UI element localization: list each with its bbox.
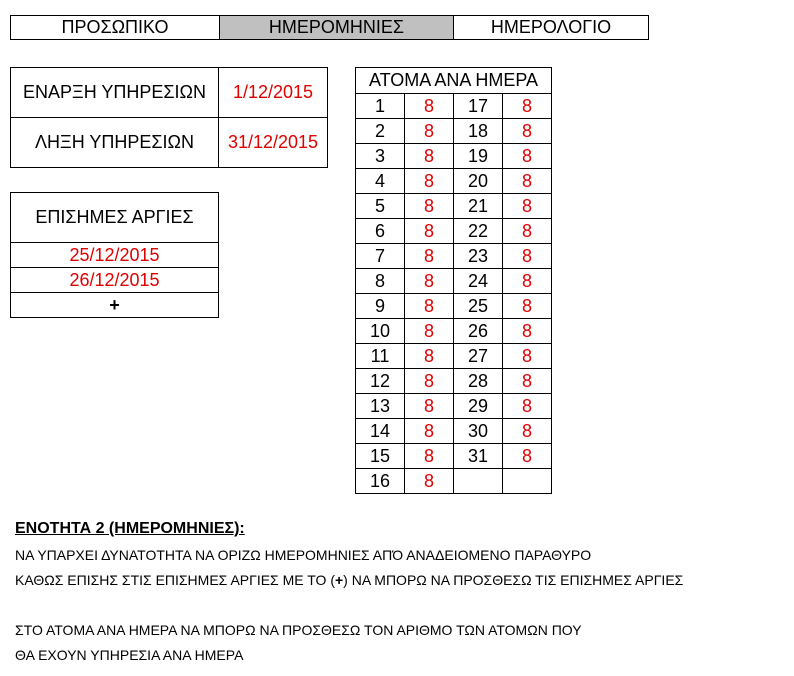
day-people-count[interactable]: 8 bbox=[405, 144, 454, 169]
day-number: 26 bbox=[454, 319, 503, 344]
day-people-count[interactable]: 8 bbox=[405, 94, 454, 119]
day-people-count[interactable]: 8 bbox=[503, 294, 552, 319]
service-end-date[interactable]: 31/12/2015 bbox=[219, 118, 328, 168]
day-number: 12 bbox=[356, 369, 405, 394]
empty-cell bbox=[454, 469, 503, 494]
day-people-count[interactable]: 8 bbox=[405, 394, 454, 419]
day-people-count[interactable]: 8 bbox=[503, 119, 552, 144]
service-start-row bbox=[11, 68, 328, 118]
service-end-label: ΛΗΞΗ ΥΠΗΡΕΣΙΩΝ bbox=[11, 118, 219, 168]
people-per-day-header: ΑΤΟΜΑ ΑΝΑ ΗΜΕΡΑ bbox=[356, 68, 552, 94]
day-row bbox=[356, 394, 552, 419]
day-people-count[interactable]: 8 bbox=[503, 169, 552, 194]
day-number: 14 bbox=[356, 419, 405, 444]
day-people-count[interactable]: 8 bbox=[405, 244, 454, 269]
day-number: 1 bbox=[356, 94, 405, 119]
day-row bbox=[356, 469, 552, 494]
day-row bbox=[356, 169, 552, 194]
tab-prosopiko[interactable]: ΠΡΟΣΩΠΙΚΟ bbox=[10, 15, 220, 40]
day-row bbox=[356, 244, 552, 269]
day-people-count[interactable]: 8 bbox=[503, 444, 552, 469]
people-per-day-table bbox=[355, 67, 552, 494]
day-number: 21 bbox=[454, 194, 503, 219]
day-people-count[interactable]: 8 bbox=[503, 394, 552, 419]
day-number: 27 bbox=[454, 344, 503, 369]
day-people-count[interactable]: 8 bbox=[405, 169, 454, 194]
day-number: 6 bbox=[356, 219, 405, 244]
service-end-row bbox=[11, 118, 328, 168]
requirements-notes bbox=[15, 520, 683, 668]
notes-plus-symbol: + bbox=[334, 572, 344, 588]
day-number: 3 bbox=[356, 144, 405, 169]
day-people-count[interactable]: 8 bbox=[405, 294, 454, 319]
day-people-count[interactable]: 8 bbox=[503, 319, 552, 344]
day-row bbox=[356, 444, 552, 469]
day-people-count[interactable]: 8 bbox=[503, 94, 552, 119]
day-row bbox=[356, 419, 552, 444]
day-row bbox=[356, 119, 552, 144]
service-start-label: ΕΝΑΡΞΗ ΥΠΗΡΕΣΙΩΝ bbox=[11, 68, 219, 118]
day-number: 7 bbox=[356, 244, 405, 269]
day-people-count[interactable]: 8 bbox=[503, 344, 552, 369]
tab-bar bbox=[10, 15, 649, 40]
day-number: 11 bbox=[356, 344, 405, 369]
day-row bbox=[356, 319, 552, 344]
day-people-count[interactable]: 8 bbox=[405, 269, 454, 294]
day-number: 28 bbox=[454, 369, 503, 394]
notes-line-3: ΣΤΟ ΑΤΟΜΑ ΑΝΑ ΗΜΕΡΑ ΝΑ ΜΠΟΡΩ ΝΑ ΠΡΟΣΘΕΣΩ ΤΟΝ ΑΡΙΘΜΟ ΤΩΝ ΑΤΟΜΩΝ ΠΟΥ bbox=[15, 622, 582, 638]
day-people-count[interactable]: 8 bbox=[503, 369, 552, 394]
day-number: 29 bbox=[454, 394, 503, 419]
day-people-count[interactable]: 8 bbox=[405, 369, 454, 394]
day-row bbox=[356, 94, 552, 119]
day-row bbox=[356, 144, 552, 169]
service-dates-table bbox=[10, 67, 328, 168]
day-number: 20 bbox=[454, 169, 503, 194]
day-number: 25 bbox=[454, 294, 503, 319]
notes-line-2-end: ) ΝΑ ΜΠΟΡΩ ΝΑ ΠΡΟΣΘΕΣΩ ΤΙΣ ΕΠΙΣΗΜΕΣ ΑΡΓΙΕΣ bbox=[343, 572, 684, 588]
day-number: 30 bbox=[454, 419, 503, 444]
notes-line-2 bbox=[15, 568, 683, 593]
day-people-count[interactable]: 8 bbox=[405, 469, 454, 494]
day-number: 5 bbox=[356, 194, 405, 219]
day-number: 4 bbox=[356, 169, 405, 194]
day-people-count[interactable]: 8 bbox=[405, 419, 454, 444]
day-people-count[interactable]: 8 bbox=[503, 419, 552, 444]
day-row bbox=[356, 269, 552, 294]
notes-line-4: ΘΑ ΕΧΟΥΝ ΥΠΗΡΕΣΙΑ ΑΝΑ ΗΜΕΡΑ bbox=[15, 647, 244, 663]
day-row bbox=[356, 344, 552, 369]
day-number: 31 bbox=[454, 444, 503, 469]
day-number: 24 bbox=[454, 269, 503, 294]
day-row bbox=[356, 194, 552, 219]
day-people-count[interactable]: 8 bbox=[503, 194, 552, 219]
day-number: 23 bbox=[454, 244, 503, 269]
notes-title: ΕΝΟΤΗΤΑ 2 (ΗΜΕΡΟΜΗΝΙΕΣ): bbox=[15, 520, 245, 537]
day-number: 10 bbox=[356, 319, 405, 344]
day-number: 9 bbox=[356, 294, 405, 319]
day-number: 17 bbox=[454, 94, 503, 119]
day-people-count[interactable]: 8 bbox=[503, 219, 552, 244]
day-row bbox=[356, 294, 552, 319]
day-number: 15 bbox=[356, 444, 405, 469]
holidays-table bbox=[10, 192, 219, 318]
notes-line-1: ΝΑ ΥΠΑΡΧΕΙ ΔΥΝΑΤΟΤΗΤΑ ΝΑ ΟΡΙΖΩ ΗΜΕΡΟΜΗΝΙΕΣ ΑΠΌ ΑΝΑΔΕΙΟΜΕΝΟ ΠΑΡΑΘΥΡΟ bbox=[15, 547, 592, 563]
day-number: 2 bbox=[356, 119, 405, 144]
holiday-date[interactable]: 25/12/2015 bbox=[11, 243, 219, 268]
day-people-count[interactable]: 8 bbox=[405, 344, 454, 369]
add-holiday-button[interactable]: + bbox=[11, 293, 219, 318]
day-number: 16 bbox=[356, 469, 405, 494]
day-row bbox=[356, 219, 552, 244]
day-people-count[interactable]: 8 bbox=[503, 269, 552, 294]
day-people-count[interactable]: 8 bbox=[405, 194, 454, 219]
day-number: 22 bbox=[454, 219, 503, 244]
day-people-count[interactable]: 8 bbox=[503, 244, 552, 269]
holiday-date[interactable]: 26/12/2015 bbox=[11, 268, 219, 293]
day-number: 18 bbox=[454, 119, 503, 144]
day-number: 8 bbox=[356, 269, 405, 294]
empty-cell bbox=[503, 469, 552, 494]
day-people-count[interactable]: 8 bbox=[405, 119, 454, 144]
day-row bbox=[356, 369, 552, 394]
notes-line-2-start: ΚΑΘΩΣ ΕΠΙΣΗΣ ΣΤΙΣ ΕΠΙΣΗΜΕΣ ΑΡΓΙΕΣ ΜΕ ΤΟ ( bbox=[15, 572, 335, 588]
day-people-count[interactable]: 8 bbox=[405, 319, 454, 344]
day-people-count[interactable]: 8 bbox=[503, 144, 552, 169]
service-start-date[interactable]: 1/12/2015 bbox=[219, 68, 328, 118]
holidays-header: ΕΠΙΣΗΜΕΣ ΑΡΓΙΕΣ bbox=[11, 193, 219, 243]
day-number: 13 bbox=[356, 394, 405, 419]
tab-imerominies[interactable]: ΗΜΕΡΟΜΗΝΙΕΣ bbox=[219, 15, 454, 40]
day-people-count[interactable]: 8 bbox=[405, 444, 454, 469]
tab-imerologio[interactable]: ΗΜΕΡΟΛΟΓΙΟ bbox=[453, 15, 649, 40]
notes-spacer bbox=[15, 593, 683, 618]
day-people-count[interactable]: 8 bbox=[405, 219, 454, 244]
day-number: 19 bbox=[454, 144, 503, 169]
